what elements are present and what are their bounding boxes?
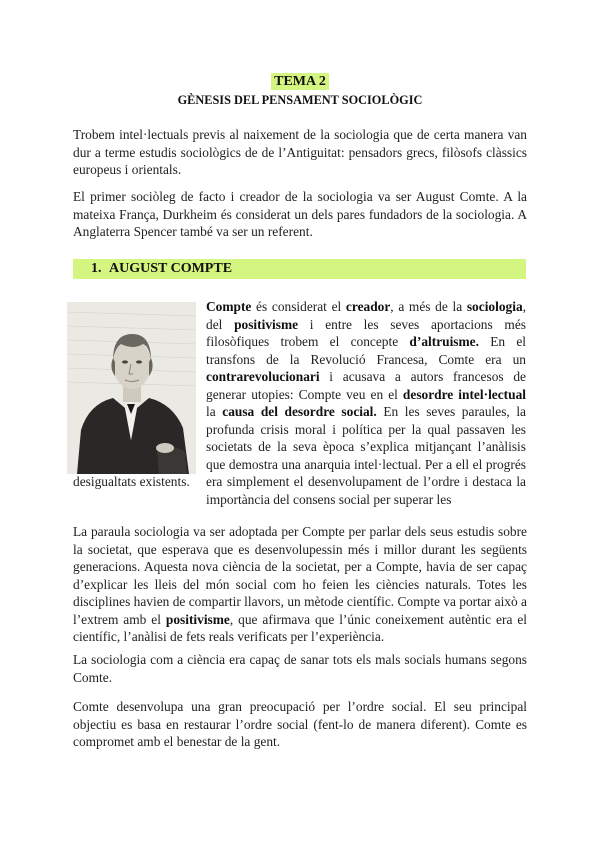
section-title: AUGUST COMPTE (109, 261, 233, 276)
compte-paragraph: Compte és considerat el creador, a més de la sociologia, del positivisme i entre les seves aportacions més filosòfiques trobem el concepte d’altruisme. En el transfons de la Revolució Francesa, Comte era un contrarevolucionari i acusava a autors francesos de generar utopies: Compte veu en el desordre intel·lectual la causa del desordre social. En les seves paraules, la profunda crisis moral i política per la qual passaven les societats de la seva època s’explica mitjançant l’anàlisis que demostra una anarquia intel·lectual. Per a ell el progrés era simplement el desenvolupament de l’ordre i destaca la importància del consens social per superar les (206, 299, 527, 507)
tema-title: TEMA 2 (271, 73, 329, 90)
intro-paragraph-1: Trobem intel·lectuals previs al naixement de la sociologia que de certa manera van dur a terme estudis sociològics de de l’Antiguitat: pensadors grecs, filòsofs clàssics europeus i orientals. (73, 127, 527, 177)
section-number: 1. (91, 261, 102, 276)
section-heading (73, 259, 526, 279)
body-paragraph-4: La sociologia com a ciència era capaç de sanar tots els mals socials humans segons Comte. (73, 652, 527, 685)
body-paragraph-5: Comte desenvolupa una gran preocupació per l’ordre social. El seu principal objectiu es basa en restaurar l’ordre social (fent-lo de manera diferent). Comte es compromet amb el benestar de la gent. (73, 699, 527, 749)
title-block (0, 72, 600, 109)
document-subtitle: GÈNESIS DEL PENSAMENT SOCIOLÒGIC (177, 93, 423, 107)
portrait-image (67, 302, 196, 474)
intro-paragraph-2: El primer sociòleg de facto i creador de la sociologia va ser August Comte. A la mateixa França, Durkheim és considerat un dels pares fundadors de la sociologia. A Anglaterra Spencer també va ser un referent. (73, 189, 527, 239)
body-paragraph-3: La paraula sociologia va ser adoptada per Compte per parlar dels seus estudis sobre la societat, que esperava que es desenvolupessin més i millor durant les següents generacions. Aquesta nova ciència de la societat, per a Compte, havia de ser capaç d’explicar les lleis del món social com ho feien les ciències naturals. Totes les disciplines havien de compartir llavors, un mètode científic. Compte va portar això a l’extrem amb el positivisme, que afirmava que l’únic coneixement autèntic era el científic, l’anàlisi de fets reals verificats per l’experiència. (73, 524, 527, 644)
portrait-engraving-icon (67, 302, 196, 474)
compte-paragraph-end: desigualtats existents. (73, 474, 190, 489)
